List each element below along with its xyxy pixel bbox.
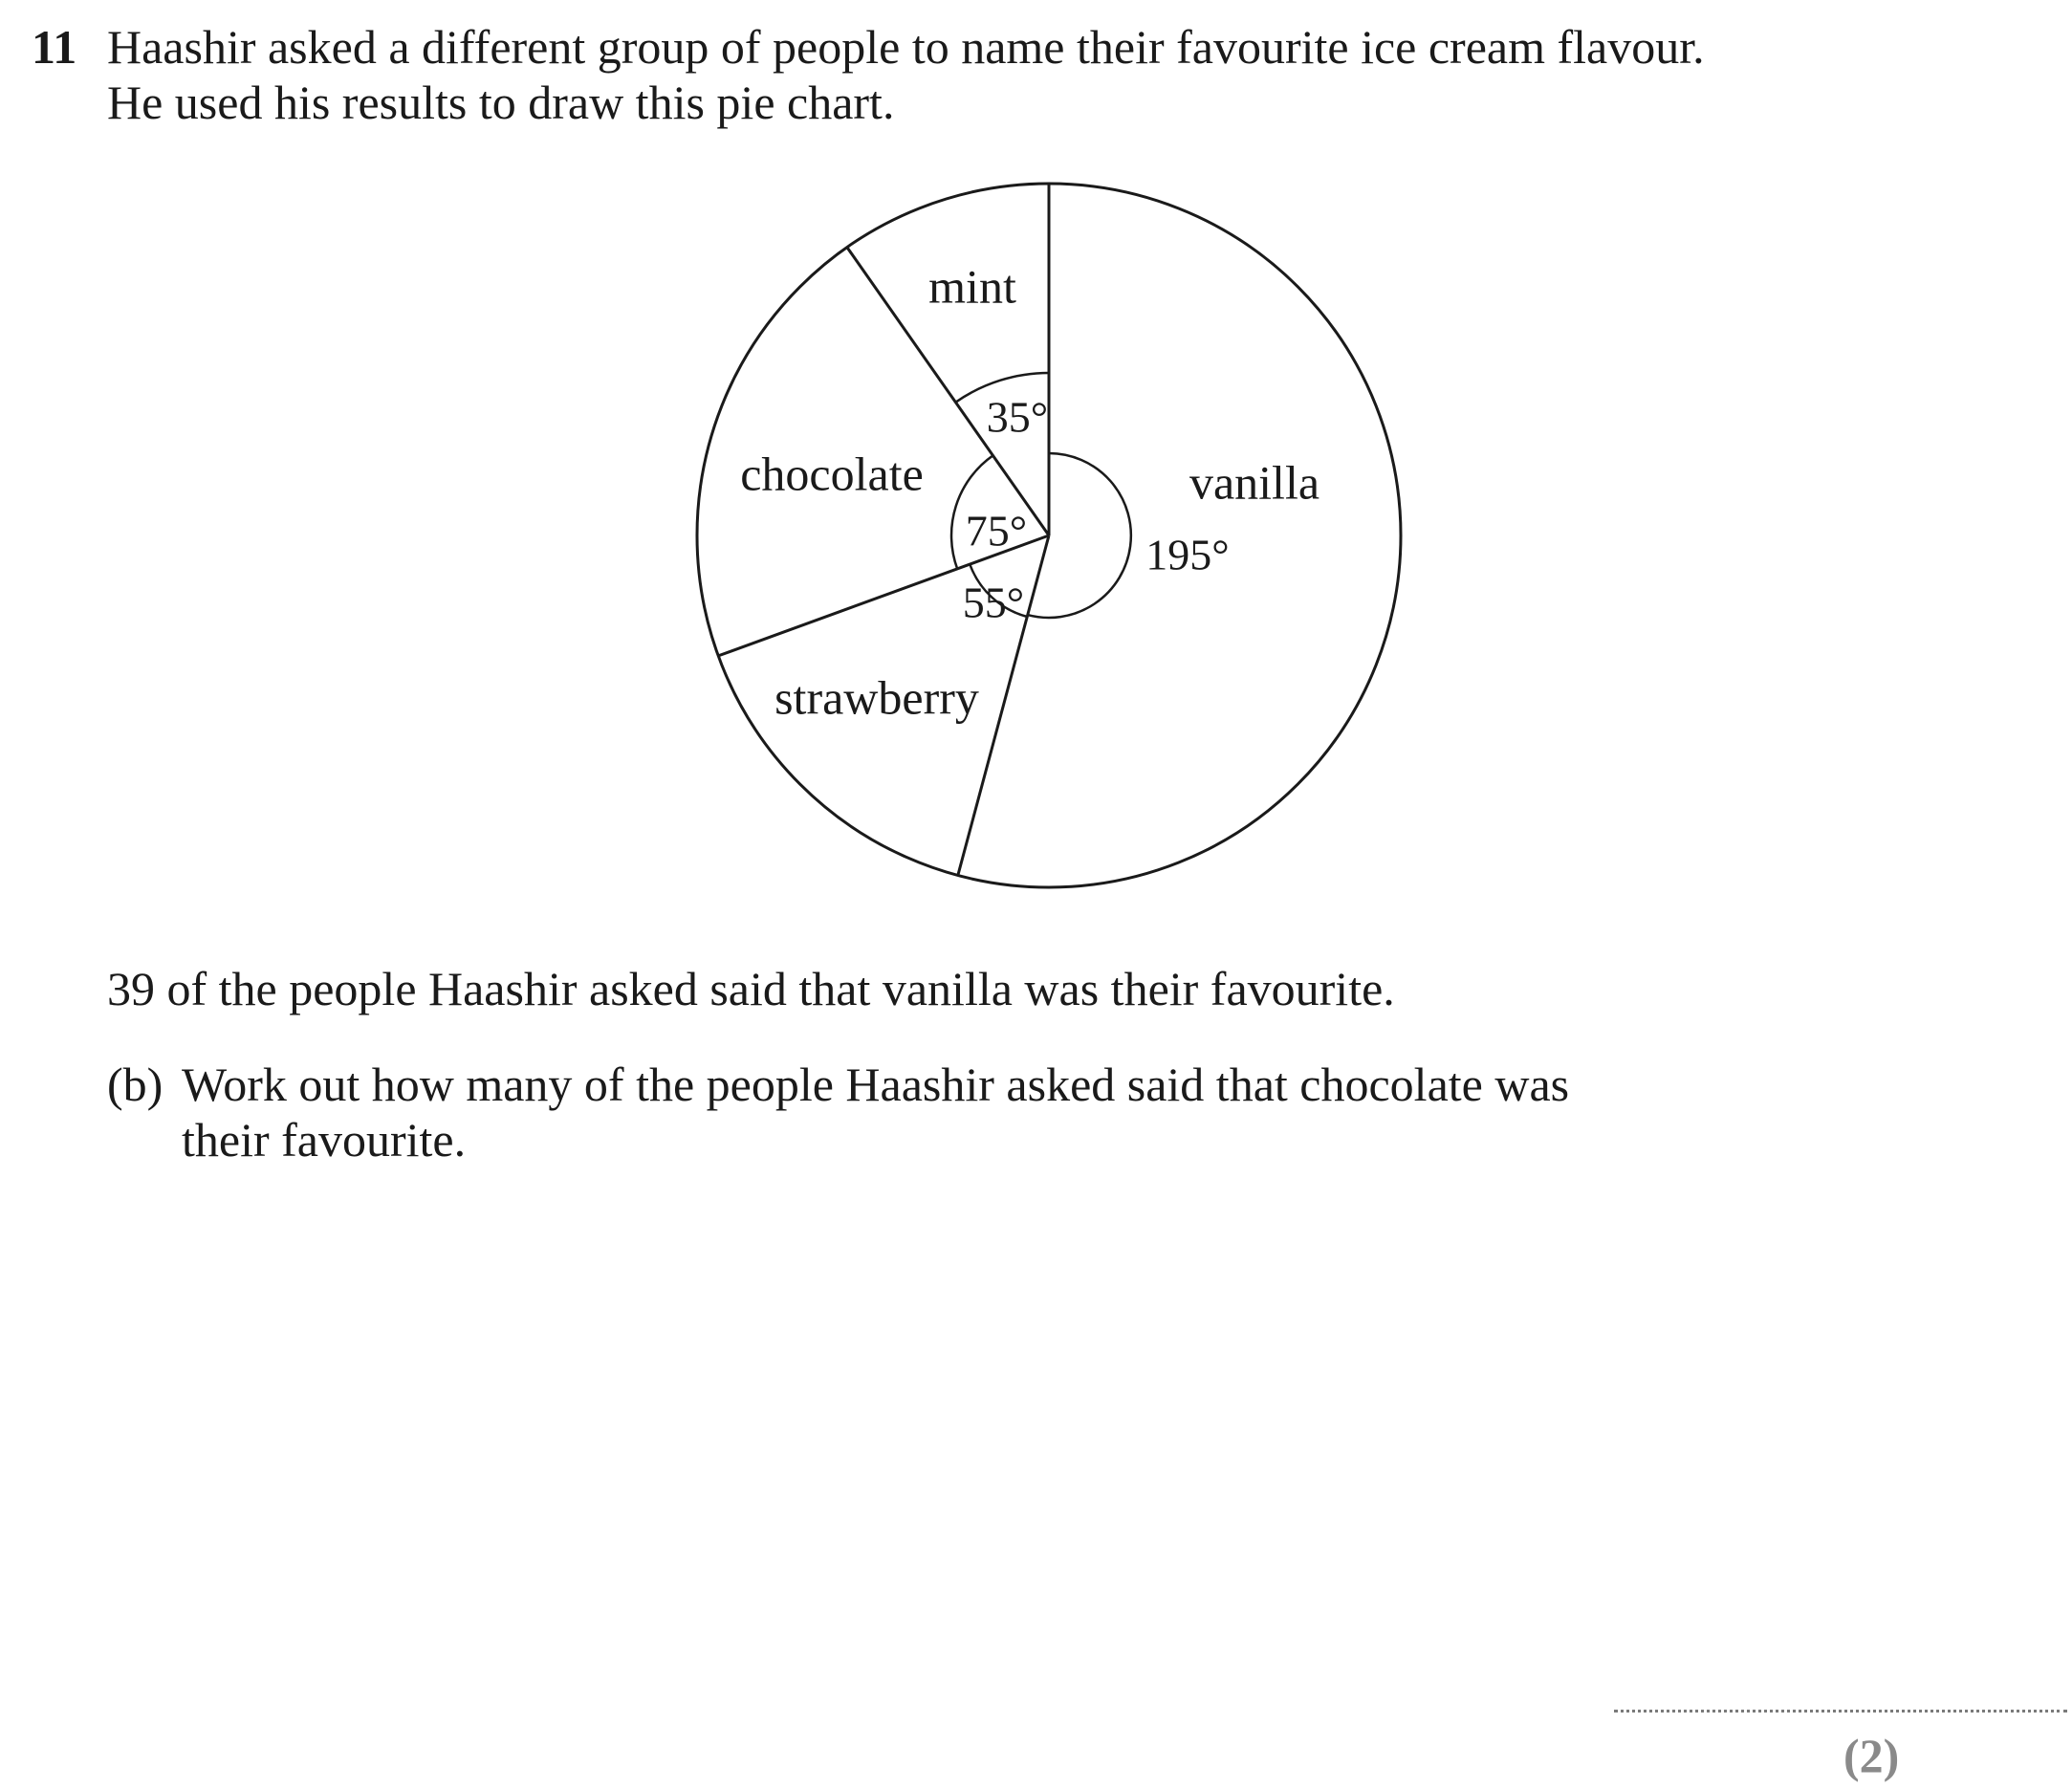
slice-label-strawberry: strawberry — [774, 670, 979, 725]
slice-label-vanilla: vanilla — [1189, 455, 1320, 510]
part-b-question-line-2: their favourite. — [182, 1113, 467, 1167]
answer-line[interactable] — [1614, 1710, 2067, 1713]
angle-label-mint: 35° — [986, 392, 1049, 442]
part-b-label: (b) — [107, 1058, 164, 1111]
slice-label-chocolate: chocolate — [740, 447, 924, 501]
context-statement: 39 of the people Haashir asked said that vanilla was their favourite. — [107, 962, 1395, 1015]
angle-arc-vanilla — [1028, 453, 1131, 618]
angle-label-vanilla: 195° — [1145, 530, 1230, 579]
marks-indicator: (2) — [1843, 1729, 1900, 1782]
slice-label-mint: mint — [928, 259, 1016, 314]
part-b-question-line-1: Work out how many of the people Haashir asked said that chocolate was — [182, 1058, 1570, 1111]
question-stem-line-2: He used his results to draw this pie chart. — [107, 76, 895, 129]
question-number: 11 — [32, 20, 77, 74]
angle-label-chocolate: 75° — [965, 506, 1028, 556]
angle-label-strawberry: 55° — [962, 578, 1025, 627]
question-stem-line-1: Haashir asked a different group of people to name their favourite ice cream flavour. — [107, 20, 1705, 74]
